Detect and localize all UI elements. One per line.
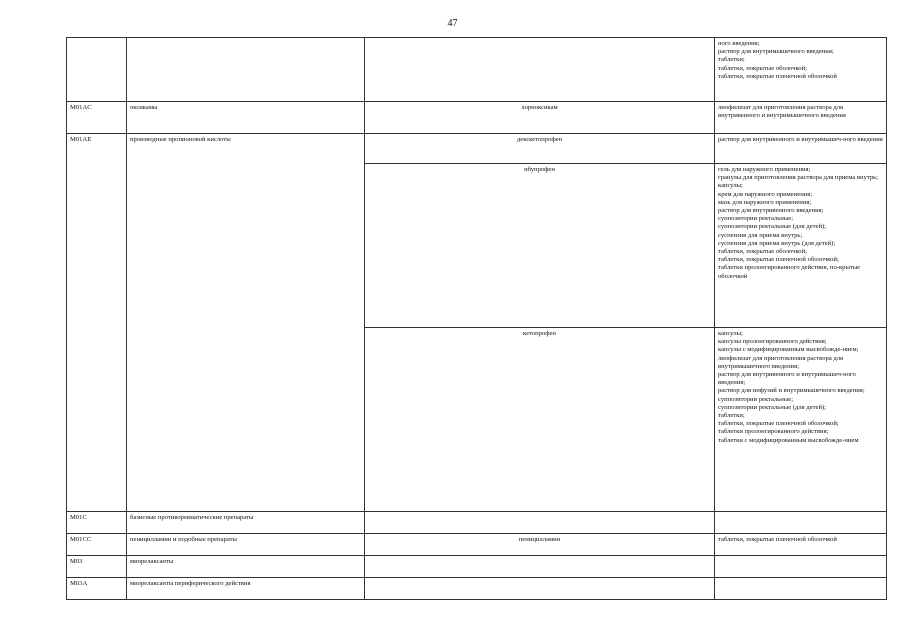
group-cell: оксикамы — [127, 102, 365, 134]
dosage-form: раствор для внутривенного и внутримышеч-ного введения; — [718, 371, 856, 387]
dosage-forms-cell — [715, 556, 887, 578]
table-row — [67, 512, 887, 534]
dosage-form: таблетки, покрытые оболочкой; — [718, 64, 807, 72]
dosage-forms-cell — [715, 578, 887, 600]
dosage-form: раствор для инфузий и внутримышечного введения; — [718, 387, 865, 395]
atc-code-cell: M03 — [67, 556, 127, 578]
dosage-form: таблетки с модифицированным высвобожде-нием — [718, 436, 859, 444]
group-cell: производные пропионовой кислоты — [127, 134, 365, 512]
table-row — [67, 578, 887, 600]
group-cell: миорелаксанты — [127, 556, 365, 578]
table-row — [67, 102, 887, 134]
dosage-form: таблетки пролонгированного действия, по-крытые оболочкой — [718, 264, 861, 280]
dosage-form: капсулы; — [718, 330, 743, 337]
atc-code-cell: M01C — [67, 512, 127, 534]
substance-cell: пеницилламин — [365, 534, 715, 556]
substance-cell: декскетопрофен — [365, 134, 715, 164]
dosage-form: таблетки, покрытые пленочной оболочкой; — [718, 420, 839, 428]
dosage-forms-cell — [715, 38, 887, 102]
dosage-forms-cell — [715, 164, 887, 328]
group-cell: миорелаксанты периферического действия — [127, 578, 365, 600]
atc-code-cell: M01CC — [67, 534, 127, 556]
group-cell: базисные противоревматические препараты — [127, 512, 365, 534]
atc-code-cell: M01AE — [67, 134, 127, 512]
dosage-form: таблетки пролонгированного действия; — [718, 428, 829, 436]
table-row — [67, 38, 887, 102]
dosage-form: таблетки; — [718, 56, 745, 64]
dosage-forms-cell — [715, 512, 887, 534]
dosage-form: раствор для внутривенного и внутримышеч-ного введения — [718, 136, 883, 143]
drug-table — [66, 37, 887, 600]
dosage-form: таблетки, покрытые пленочной оболочкой — [718, 536, 837, 543]
atc-code-cell — [67, 38, 127, 102]
dosage-form: капсулы пролонгированного действия; — [718, 338, 827, 346]
atc-code-cell: M03A — [67, 578, 127, 600]
table-row — [67, 556, 887, 578]
atc-code-cell: M01AC — [67, 102, 127, 134]
dosage-form: крем для наружного применения; — [718, 190, 813, 198]
substance-cell: ибупрофен — [365, 164, 715, 328]
dosage-forms-cell — [715, 534, 887, 556]
dosage-form: суспензия для приема внутрь (для детей); — [718, 239, 836, 247]
substance-cell — [365, 38, 715, 102]
dosage-form: таблетки; — [718, 412, 745, 420]
table-row — [67, 534, 887, 556]
dosage-form: суспензия для приема внутрь; — [718, 231, 803, 239]
substance-cell — [365, 512, 715, 534]
page-number: 47 — [447, 18, 458, 29]
substance-cell: кетопрофен — [365, 328, 715, 512]
dosage-form: мазь для наружного применения; — [718, 198, 812, 206]
dosage-form: таблетки, покрытые пленочной оболочкой — [718, 72, 837, 80]
substance-cell: лорноксикам — [365, 102, 715, 134]
dosage-form: капсулы; — [718, 182, 743, 190]
dosage-forms-cell — [715, 328, 887, 512]
dosage-form: лиофилизат для приготовления раствора для внутривенного и внутримышечного введения — [718, 104, 846, 120]
dosage-form: суппозитории ректальные (для детей); — [718, 223, 827, 231]
table-row — [67, 134, 887, 164]
group-cell — [127, 38, 365, 102]
dosage-form: суппозитории ректальные; — [718, 215, 794, 223]
dosage-form: лиофилизат для приготовления раствора для внутримышечного введения; — [718, 354, 844, 370]
dosage-form: раствор для внутримышечного введения; — [718, 48, 834, 56]
dosage-form: таблетки, покрытые пленочной оболочкой; — [718, 256, 839, 264]
dosage-form: капсулы с модифицированным высвобожде-нием; — [718, 346, 859, 354]
dosage-form: суппозитории ректальные; — [718, 395, 794, 403]
dosage-form: ного введения; — [718, 40, 760, 47]
dosage-form: суппозитории ректальные (для детей); — [718, 403, 827, 411]
dosage-form: гранулы для приготовления раствора для приема внутрь; — [718, 174, 878, 182]
dosage-forms-cell — [715, 134, 887, 164]
substance-cell — [365, 578, 715, 600]
dosage-form: гель для наружного применения; — [718, 166, 811, 173]
dosage-form: таблетки, покрытые оболочкой; — [718, 248, 807, 256]
dosage-forms-cell — [715, 102, 887, 134]
substance-cell — [365, 556, 715, 578]
group-cell: пеницилламин и подобные препараты — [127, 534, 365, 556]
dosage-form: раствор для внутривенного введения; — [718, 207, 824, 215]
